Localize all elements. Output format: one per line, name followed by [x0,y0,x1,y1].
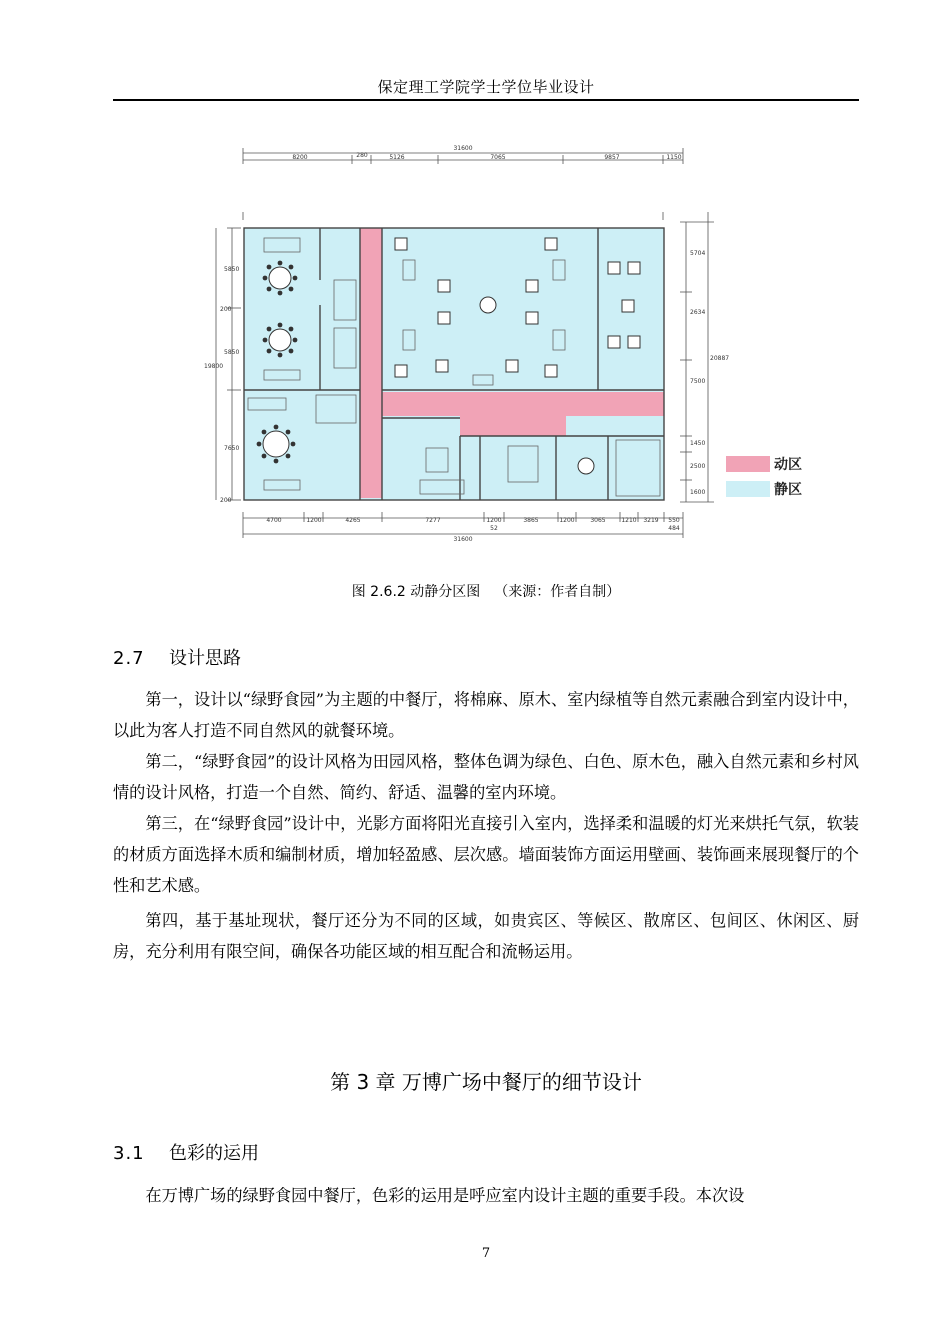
page-number: 7 [481,1246,491,1261]
dim-top-label: 8200 [292,154,308,161]
page-header: 保定理工学院学士学位毕业设计 [377,78,595,96]
dim-right-label: 1600 [690,489,706,496]
paragraph: 在万博广场的绿野食园中餐厅，色彩的运用是呼应室内设计主题的重要手段。本次设 [145,1186,745,1205]
dim-right-label: 5704 [690,250,706,257]
dim-top-label: 1150 [666,154,682,161]
dim-bottom-label: 1200 [306,517,322,524]
dim-bottom-label: 1200 [486,517,502,524]
dim-bottom-label: 3865 [523,517,539,524]
section-number: 2.7 [113,648,145,669]
dim-bottom-label: 550 [668,517,680,524]
dim-bottom-label: 1200 [559,517,575,524]
dim-right-label: 7500 [690,378,706,385]
static-zone [244,228,664,500]
dim-left-label: 200 [220,306,232,313]
dim-top-label: 280 [356,152,368,159]
dim-right-label: 1450 [690,440,706,447]
dim-bottom-total: 31600 [453,536,473,543]
section-title: 设计思路 [169,648,241,669]
dim-left-label: 200 [220,497,232,504]
dim-right-total: 20887 [710,355,730,362]
paragraph: 第一，设计以“绿野食园”为主题的中餐厅，将棉麻、原木、室内绿植等自然元素融合到室内设计中，以此为客人打造不同自然风的就餐环境。 [113,690,859,740]
dim-bottom-label: 52 [490,525,498,532]
legend-swatch-static [726,481,770,497]
section-heading-3-1 [113,1139,259,1165]
bottom-dimension-lines [243,512,683,538]
dim-bottom-label: 1210 [621,517,637,524]
dim-left-label: 5850 [224,266,240,273]
dim-left-total: 19800 [204,363,224,370]
dim-top-total: 31600 [453,145,473,152]
dim-left-label: 7650 [224,445,240,452]
paragraph: 第二，“绿野食园”的设计风格为田园风格，整体色调为绿色、白色、原木色，融入自然元素和乡村风情的设计风格，打造一个自然、简约、舒适、温馨的室内环境。 [113,752,859,802]
figure-caption [113,581,859,601]
figure-caption-label: 图 2.6.2 动静分区图 [351,584,481,600]
dim-top-label: 5126 [389,154,405,161]
dim-right-label: 2634 [690,309,706,316]
paragraph: 第四，基于基址现状，餐厅还分为不同的区域，如贵宾区、等候区、散席区、包间区、休闲区、厨房，充分利用有限空间，确保各功能区域的相互配合和流畅运用。 [113,911,859,961]
zoning-floor-plan [204,140,808,550]
zone-legend [726,456,802,498]
dim-bottom-label: 3065 [590,517,606,524]
header-rule [113,99,859,101]
dim-top-label: 7065 [490,154,506,161]
figure-caption-source: （来源：作者自制） [494,584,621,600]
chapter-heading: 第 3 章 万博广场中餐厅的细节设计 [330,1070,642,1094]
dim-bottom-label: 4265 [345,517,361,524]
section-number: 3.1 [113,1143,145,1164]
dim-bottom-label: 7277 [425,517,441,524]
dim-left-label: 5850 [224,349,240,356]
dim-bottom-label: 484 [668,525,680,532]
section-title: 色彩的运用 [169,1143,259,1164]
dim-bottom-label: 4700 [266,517,282,524]
paragraph: 第三，在“绿野食园”设计中，光影方面将阳光直接引入室内，选择柔和温暖的灯光来烘托气氛，软装的材质方面选择木质和编制材质，增加轻盈感、层次感。墙面装饰方面运用壁画、装饰画来展现餐厅的个性和艺术感。 [113,814,859,895]
legend-swatch-dynamic [726,456,770,472]
legend-label-static: 静区 [774,482,802,498]
section-heading-2-7 [113,644,241,670]
dim-top-label: 9857 [604,154,620,161]
dim-bottom-label: 3219 [643,517,659,524]
legend-label-dynamic: 动区 [774,457,802,473]
dim-right-label: 2500 [690,463,706,470]
